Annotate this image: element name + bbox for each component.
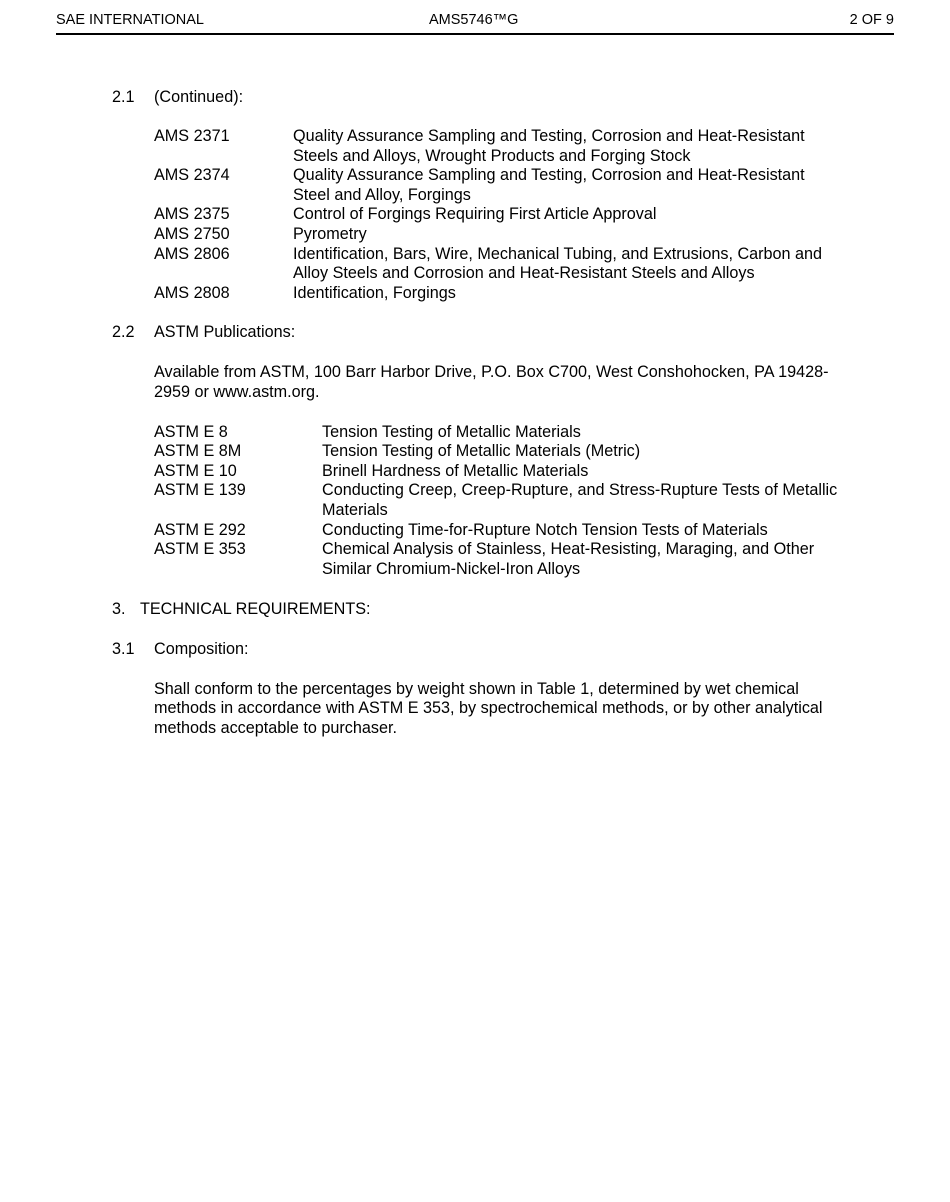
- reference-title: Materials: [322, 500, 388, 519]
- section-number: 3.1: [112, 639, 135, 658]
- reference-title: Quality Assurance Sampling and Testing, Corrosion and Heat-Resistant: [293, 127, 805, 145]
- reference-code: ASTM E 8: [154, 422, 228, 441]
- reference-code: ASTM E 8M: [154, 442, 242, 461]
- reference-title: Chemical Analysis of Stainless, Heat-Resisting, Maraging, and Other: [322, 540, 815, 559]
- section-title: ASTM Publications:: [154, 323, 296, 341]
- reference-title: Similar Chromium-Nickel-Iron Alloys: [322, 559, 581, 578]
- reference-title: Steel and Alloy, Forgings: [293, 185, 471, 204]
- page-header: [56, 11, 894, 35]
- reference-title: Identification, Bars, Wire, Mechanical Tubing, and Extrusions, Carbon and: [293, 244, 823, 263]
- reference-code: ASTM E 10: [154, 461, 237, 480]
- reference-code: AMS 2375: [154, 205, 230, 224]
- reference-title: Brinell Hardness of Metallic Materials: [322, 461, 589, 480]
- reference-code: AMS 2374: [154, 166, 230, 185]
- section-number: 3.: [112, 599, 126, 618]
- header-organization: SAE INTERNATIONAL: [56, 12, 204, 28]
- paragraph-line: Shall conform to the percentages by weight shown in Table 1, determined by wet chemical: [154, 679, 799, 698]
- reference-code: ASTM E 292: [154, 520, 246, 539]
- paragraph-line: Available from ASTM, 100 Barr Harbor Drive, P.O. Box C700, West Conshohocken, PA 19428-: [154, 363, 829, 381]
- reference-code: AMS 2806: [154, 244, 230, 263]
- reference-code: AMS 2808: [154, 283, 230, 302]
- paragraph-line: methods acceptable to purchaser.: [154, 718, 397, 737]
- header-page-number: 2 OF 9: [849, 12, 894, 28]
- reference-title: Conducting Time-for-Rupture Notch Tension Tests of Materials: [322, 520, 768, 539]
- reference-title: Identification, Forgings: [293, 283, 456, 302]
- section-title: Composition:: [154, 639, 249, 658]
- section-number: 2.2: [112, 323, 135, 341]
- reference-title: Quality Assurance Sampling and Testing, Corrosion and Heat-Resistant: [293, 166, 805, 185]
- reference-title: Conducting Creep, Creep-Rupture, and Stress-Rupture Tests of Metallic: [322, 481, 838, 500]
- reference-title: Tension Testing of Metallic Materials (Metric): [322, 442, 641, 461]
- section-title: TECHNICAL REQUIREMENTS:: [140, 599, 371, 618]
- reference-title: Pyrometry: [293, 225, 367, 243]
- reference-code: AMS 2371: [154, 127, 230, 145]
- reference-code: ASTM E 353: [154, 540, 246, 559]
- reference-title: Alloy Steels and Corrosion and Heat-Resistant Steels and Alloys: [293, 264, 755, 283]
- reference-code: ASTM E 139: [154, 481, 246, 500]
- reference-title: Steels and Alloys, Wrought Products and Forging Stock: [293, 146, 691, 165]
- paragraph-line: 2959 or www.astm.org.: [154, 382, 320, 401]
- paragraph-line: methods in accordance with ASTM E 353, by spectrochemical methods, or by other analytical: [154, 699, 823, 718]
- reference-title: Tension Testing of Metallic Materials: [322, 422, 581, 441]
- section-number: 2.1: [112, 88, 135, 106]
- reference-code: AMS 2750: [154, 225, 230, 243]
- reference-title: Control of Forgings Requiring First Article Approval: [293, 205, 657, 224]
- header-document-number: AMS5746™G: [429, 12, 519, 28]
- section-title: (Continued):: [154, 88, 244, 106]
